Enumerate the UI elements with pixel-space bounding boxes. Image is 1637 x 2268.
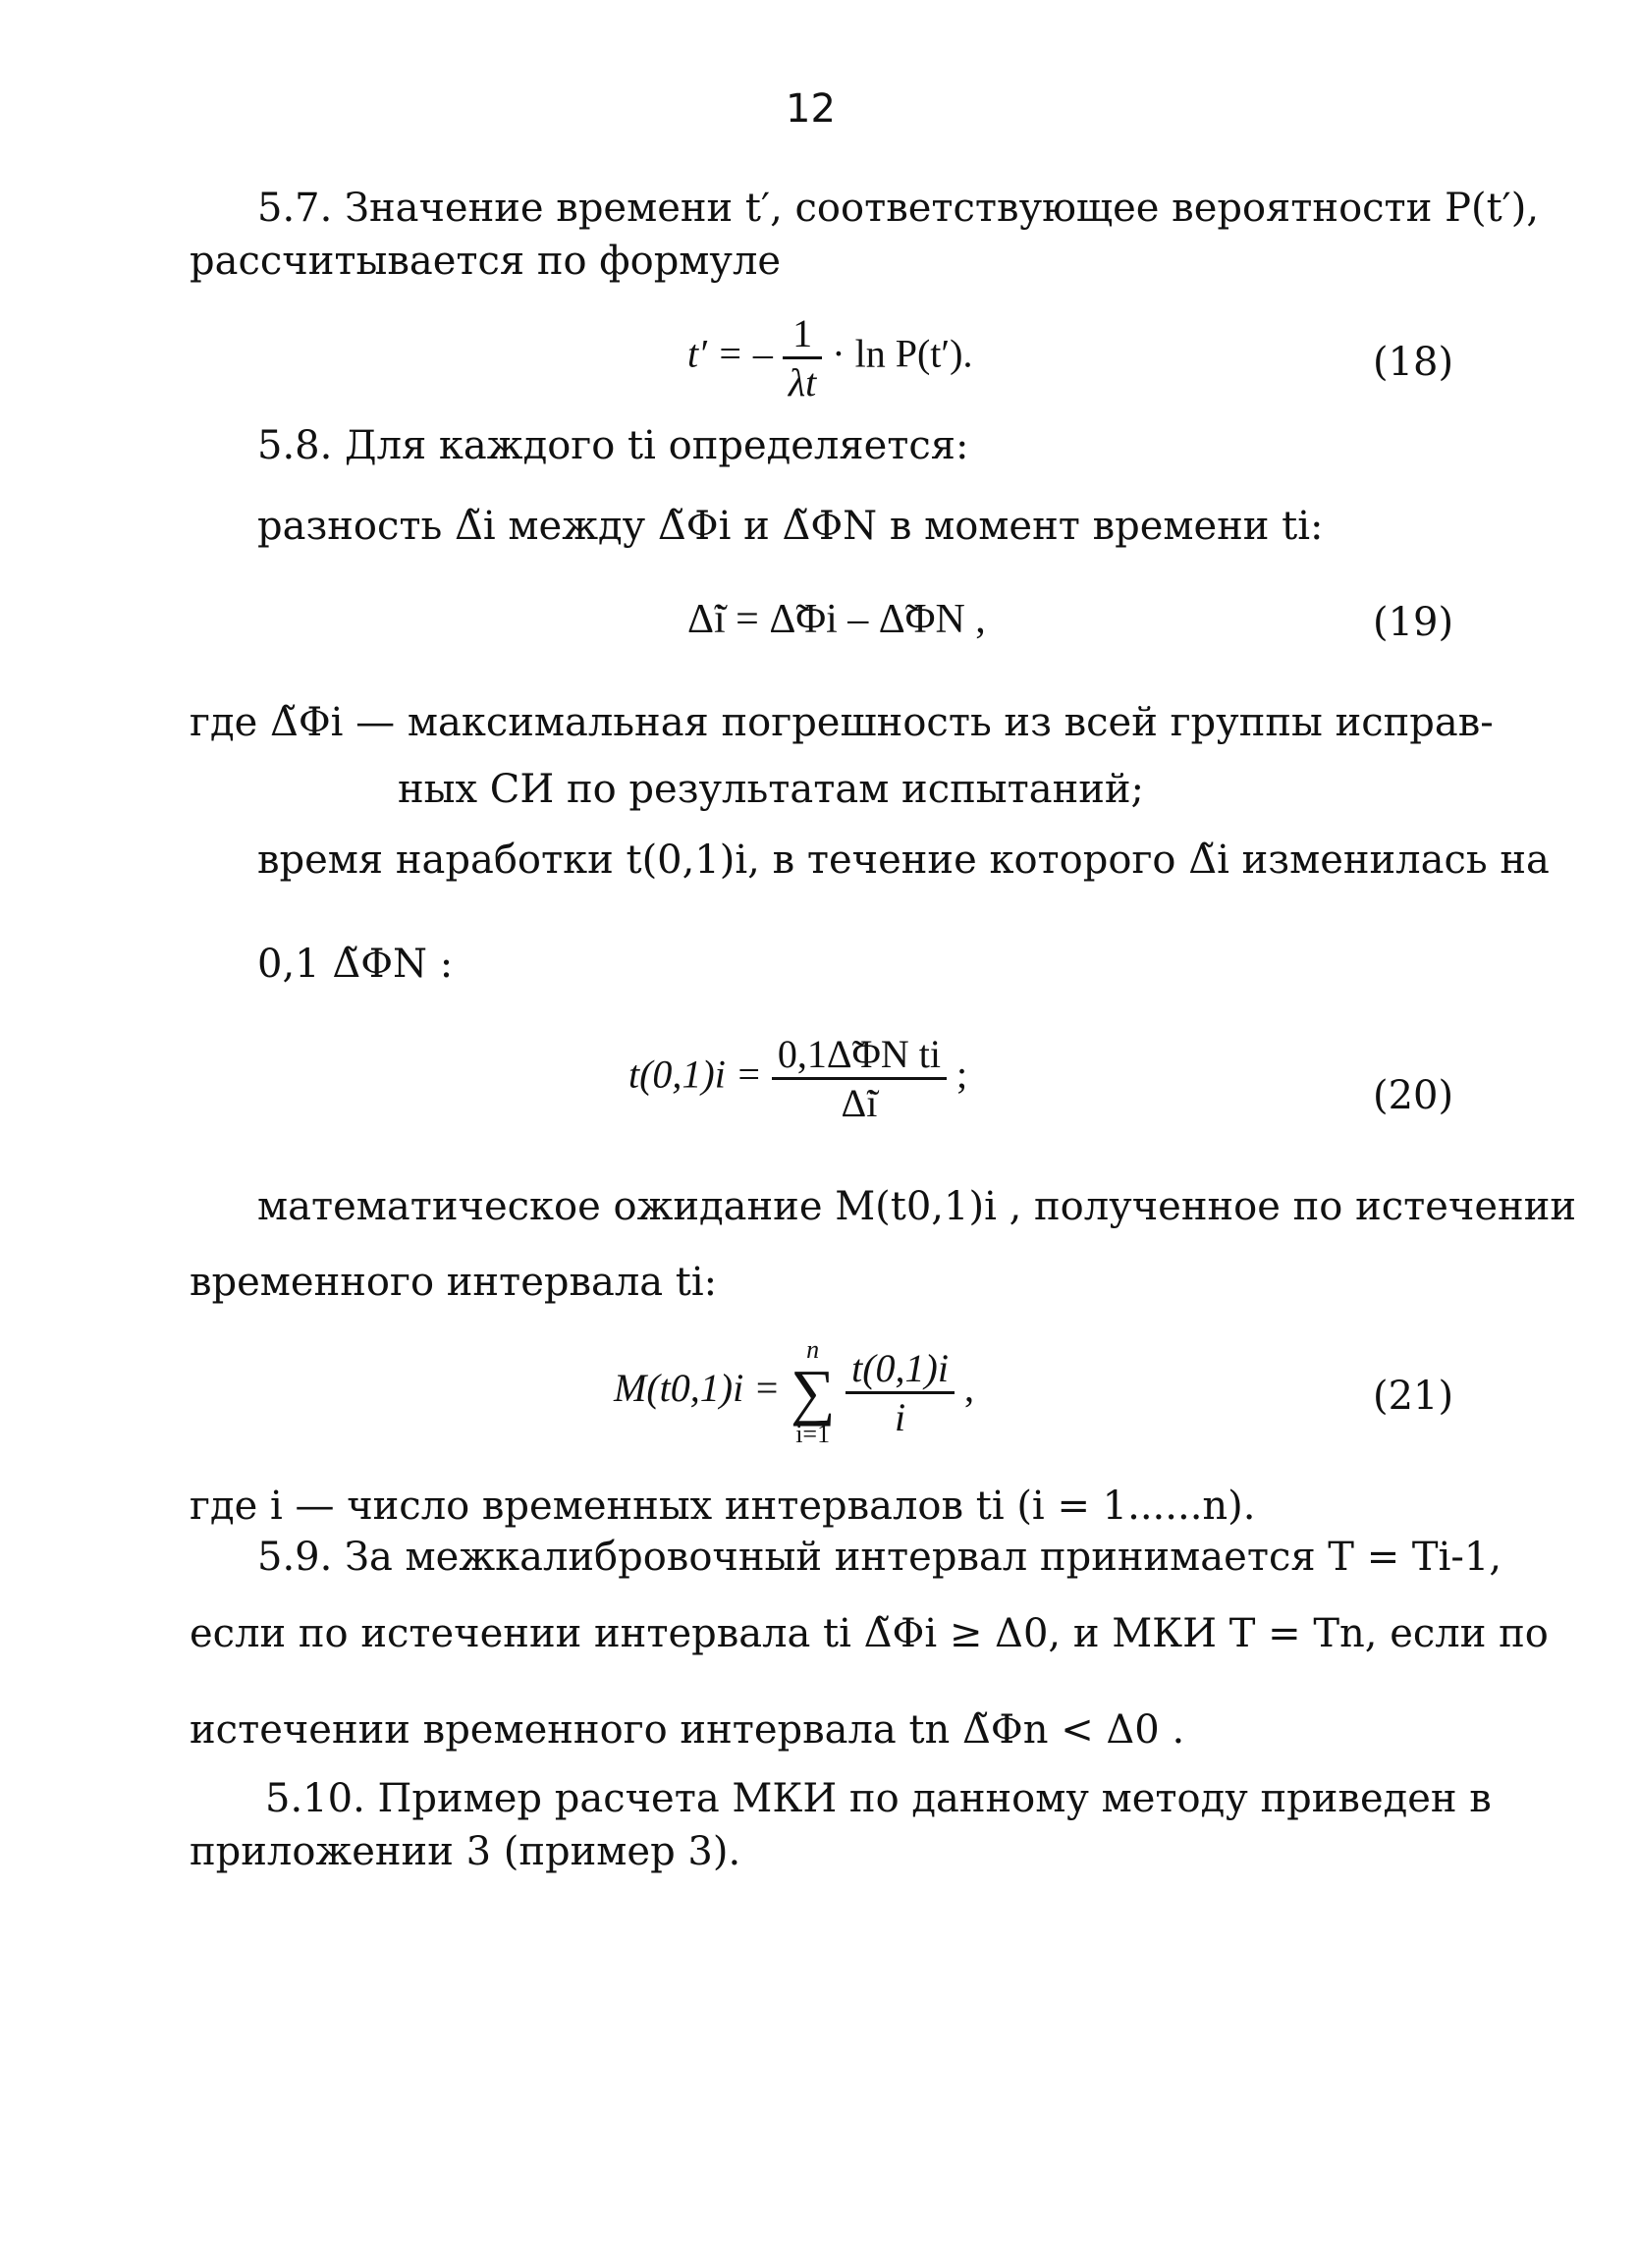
para-5-7-line1: 5.7. Значение времени t′, соответствующее вероятности P(t′), (257, 186, 1540, 231)
eq18-rhs: · ln P(t′). (832, 331, 973, 376)
eq20-tail: ; (955, 1052, 968, 1097)
expectation-line2: временного интервала ti: (190, 1260, 718, 1305)
eq21-sum-upper: n (806, 1335, 820, 1364)
eq21-sum-lower: i=1 (795, 1420, 831, 1448)
eq19-label: (19) (1373, 600, 1454, 645)
page-number: 12 (786, 86, 836, 132)
para-5-8-title: 5.8. Для каждого ti определяется: (257, 423, 969, 468)
sigma-icon: ∑ (790, 1357, 836, 1427)
para-5-9-line2: если по истечении интервала ti Δ̃Φi ≥ Δ0, и МКИ T = Tn, если по (190, 1611, 1549, 1656)
para-5-10-line2: приложении 3 (пример 3). (190, 1829, 741, 1874)
eq20-fraction (772, 1031, 947, 1126)
equation-20 (628, 1031, 967, 1126)
expectation-line1: математическое ожидание M(t0,1)i , полученное по истечении (257, 1184, 1577, 1229)
where-delta-phi-line1: где Δ̃Φi — максимальная погрешность из всей группы исправ- (190, 700, 1494, 745)
where-delta-phi-line2: ных СИ по результатам испытаний; (398, 767, 1145, 812)
eq20-label: (20) (1373, 1073, 1454, 1118)
eq21-sum (790, 1335, 836, 1449)
equation-19: Δ̃i = Δ̃Φi – Δ̃ΦN , (687, 597, 986, 642)
eq20-lhs: t(0,1)i = (628, 1052, 762, 1097)
eq21-tail: , (963, 1366, 974, 1411)
eq21-lhs: M(t0,1)i = (614, 1366, 781, 1411)
equation-18 (687, 310, 972, 405)
eq21-numerator: t(0,1)i (851, 1345, 949, 1390)
where-interval-count: где i — число временных интервалов ti (i = 1......n). (190, 1484, 1256, 1529)
para-5-8-difference: разность Δ̃i между Δ̃Φi и Δ̃ΦN в момент времени ti: (257, 504, 1324, 549)
para-5-10-line1: 5.10. Пример расчета МКИ по данному методу приведен в (265, 1776, 1492, 1821)
operating-time-line1: время наработки t(0,1)i, в течение которого Δ̃i изменилась на (257, 837, 1550, 883)
equation-21 (614, 1335, 974, 1449)
eq20-denominator: Δ̃i (772, 1077, 947, 1126)
para-5-9-line1: 5.9. За межкалибровочный интервал принимается T = Ti-1, (257, 1535, 1502, 1580)
eq21-fraction (846, 1345, 955, 1440)
operating-time-line2: 0,1 Δ̃ΦN : (257, 942, 454, 987)
para-5-7-line2: рассчитывается по формуле (190, 239, 782, 284)
eq18-fraction (783, 310, 822, 405)
eq21-label: (21) (1373, 1374, 1454, 1419)
eq18-label: (18) (1373, 340, 1454, 385)
eq21-denominator: i (846, 1391, 955, 1440)
para-5-9-line3: истечении временного интервала tn Δ̃Φn < Δ0 . (190, 1707, 1185, 1753)
eq18-lhs: t′ = – (687, 331, 773, 376)
eq20-numerator: 0,1Δ̃ΦN ti (777, 1032, 941, 1076)
eq18-numerator: 1 (792, 311, 813, 355)
eq18-denominator: λt (783, 356, 822, 405)
